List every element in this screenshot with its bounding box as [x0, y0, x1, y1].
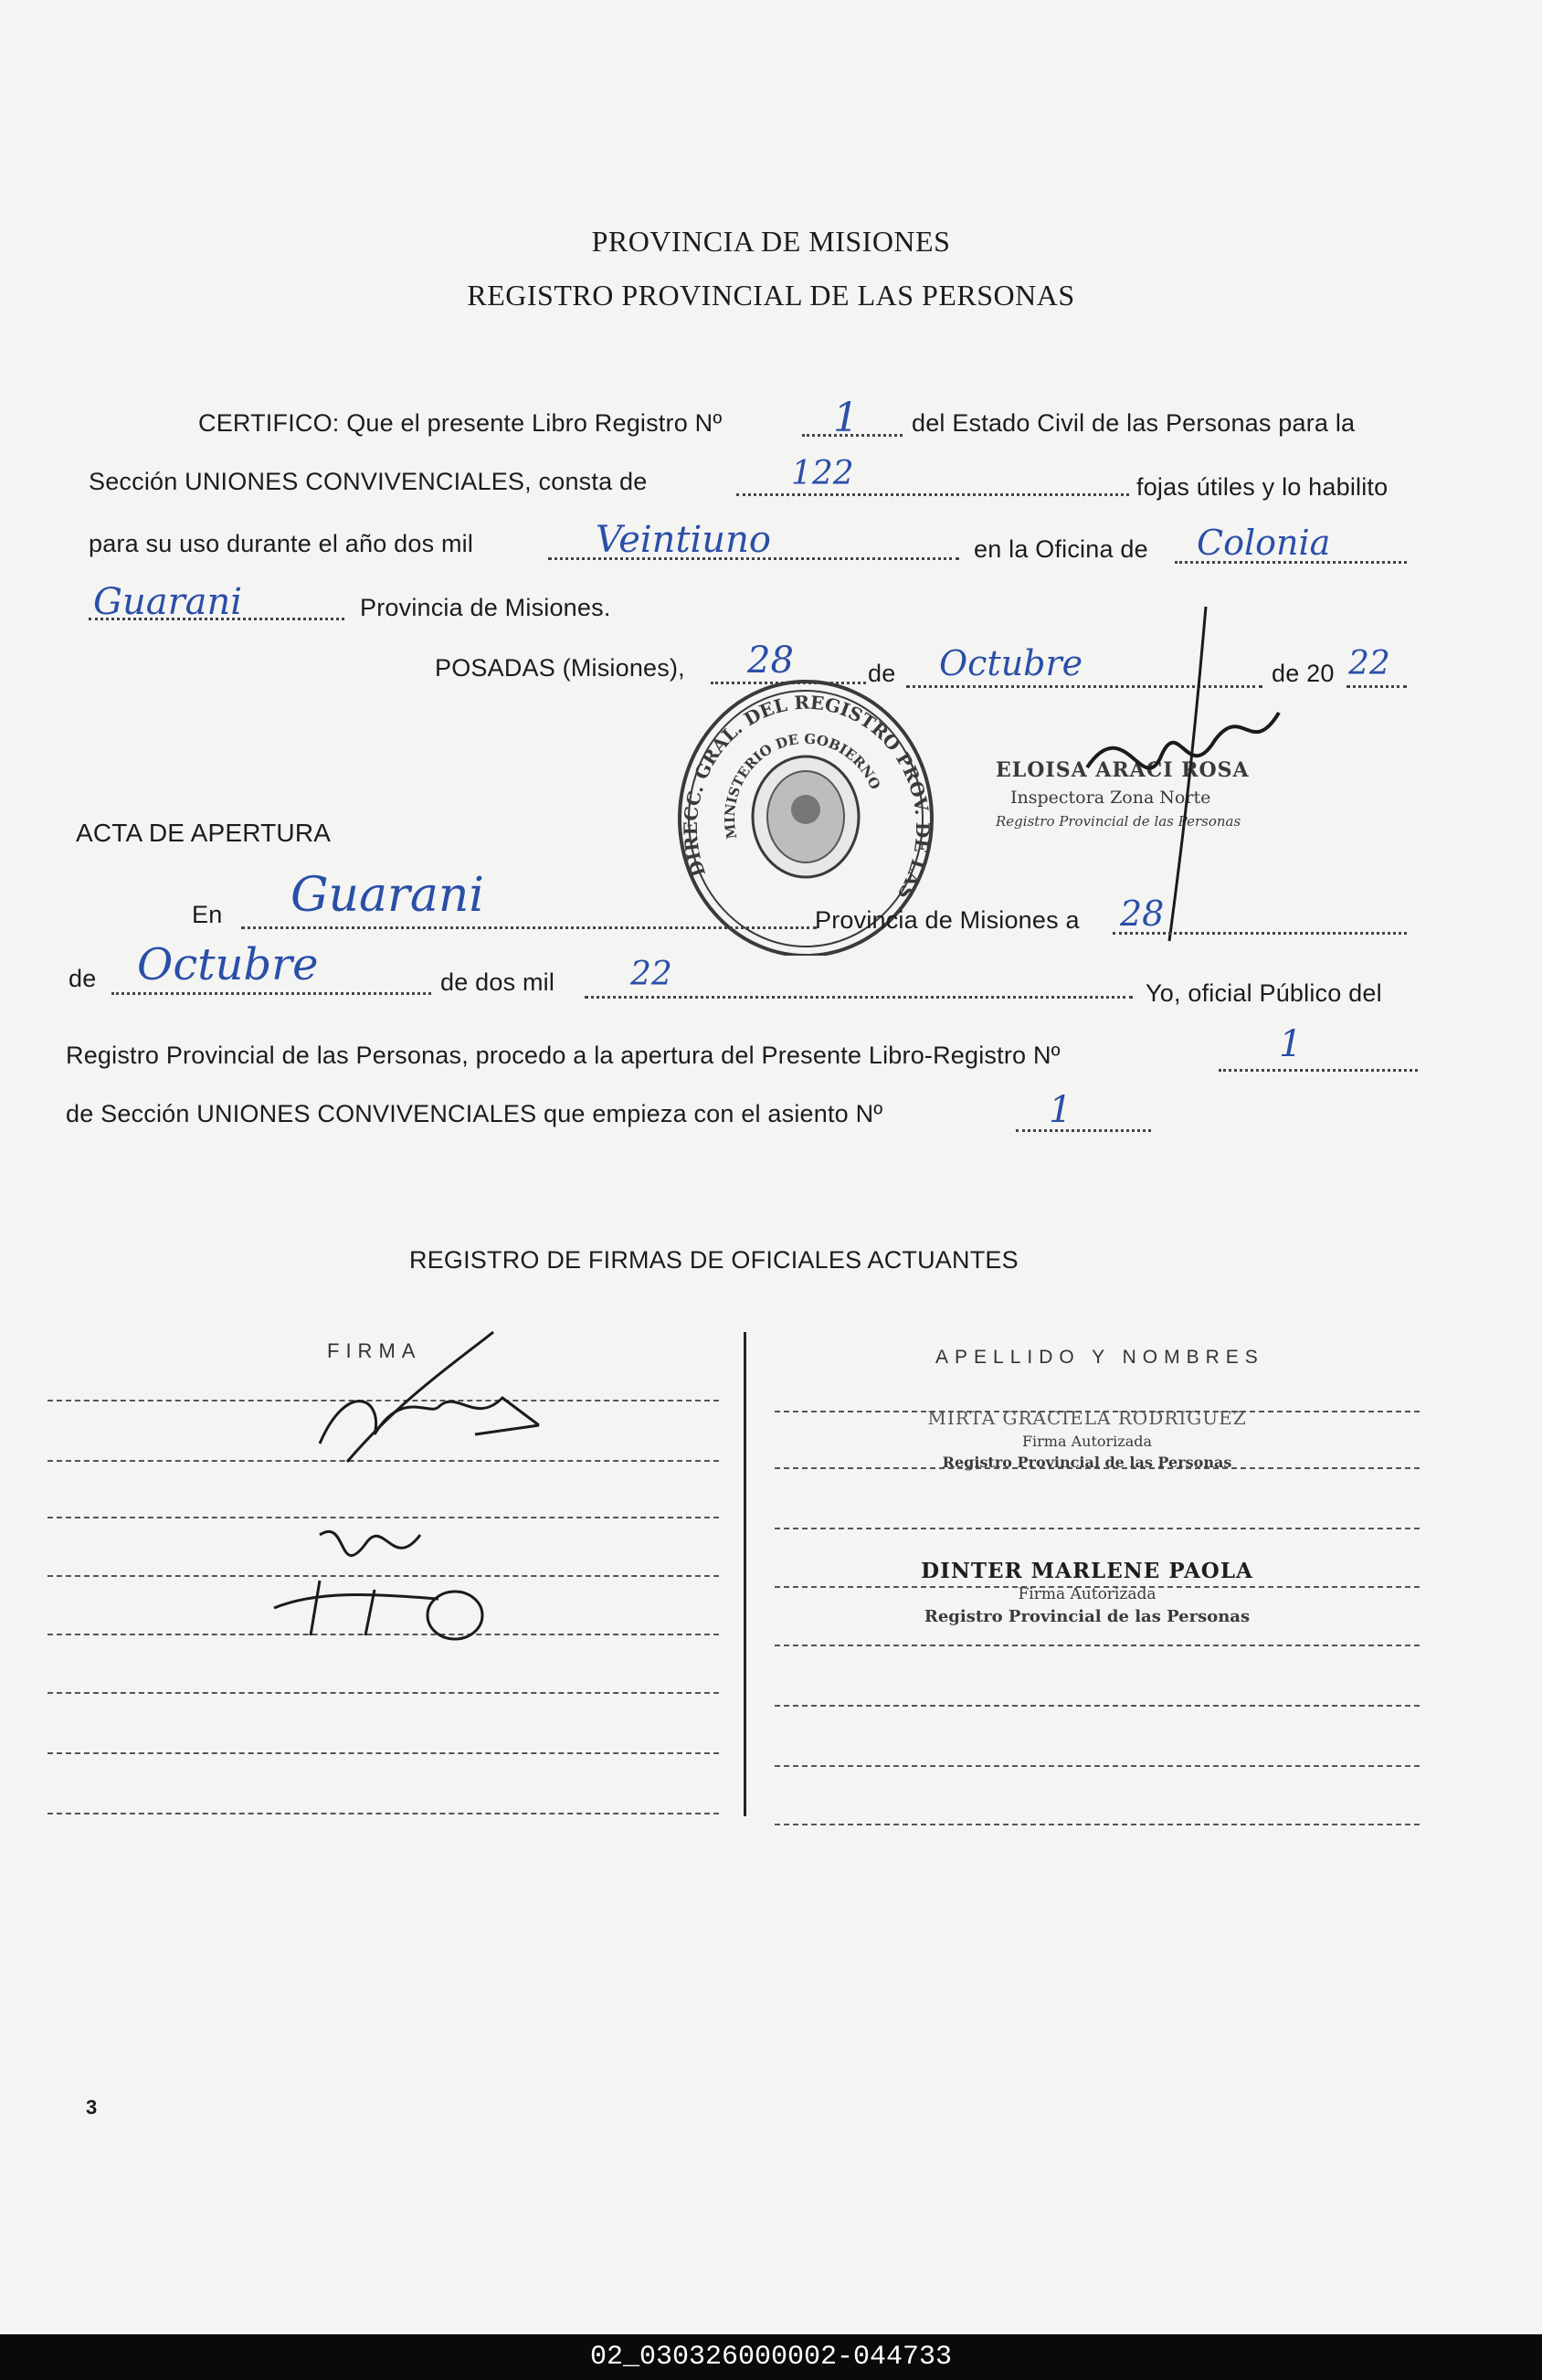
inspector-role: Inspectora Zona Norte [1010, 788, 1211, 808]
round-stamp-outer-text: DIRECC. GRAL. DEL REGISTRO PROV. DE LAS [679, 691, 935, 904]
cert-text-9: de [868, 660, 896, 687]
apertura-en: En [192, 901, 223, 928]
name-line [775, 1824, 1420, 1825]
cert-text-2: del Estado Civil de las Personas para la [912, 409, 1356, 437]
apertura-prov: Provincia de Misiones a [815, 906, 1080, 934]
official-2-role: Firma Autorizada [1018, 1585, 1156, 1603]
apertura-month: Octubre [137, 939, 319, 990]
official-2-org: Registro Provincial de las Personas [924, 1607, 1251, 1626]
apertura-dots-4 [585, 996, 1133, 999]
header-line-2: REGISTRO PROVINCIAL DE LAS PERSONAS [467, 279, 1075, 312]
sign-line [48, 1813, 719, 1814]
apertura-entry-no: 1 [1049, 1089, 1072, 1131]
apertura-dots-1 [241, 926, 817, 929]
official-1-role: Firma Autorizada [1021, 1433, 1153, 1450]
apertura-dots-6 [1016, 1129, 1151, 1132]
firmas-col-right: APELLIDO Y NOMBRES [935, 1347, 1264, 1368]
apertura-dots-3 [111, 992, 431, 995]
inspector-name: ELOISA ARACI ROSA [996, 758, 1250, 782]
cert-text-7: Provincia de Misiones. [360, 594, 611, 621]
cert-month: Octubre [939, 643, 1083, 683]
cert-office-2: Guarani [93, 581, 243, 623]
apertura-dots-5 [1219, 1069, 1418, 1072]
name-line [775, 1528, 1420, 1529]
name-line [775, 1645, 1420, 1646]
scan-footer-id: 02_030326000002-044733 [0, 2334, 1542, 2380]
cert-text-1: CERTIFICO: Que el presente Libro Registro Nº [198, 409, 723, 437]
cert-year2: 22 [1348, 645, 1390, 682]
inspector-signature [1060, 603, 1297, 950]
apertura-line-3: Registro Provincial de las Personas, procedo a la apertura del Presente Libro-Registro Nº [66, 1042, 1061, 1069]
header-line-1: PROVINCIA DE MISIONES [591, 225, 951, 258]
cert-dots-8 [1347, 685, 1407, 688]
cert-book-no: 1 [833, 395, 859, 441]
name-line [775, 1765, 1420, 1767]
apertura-de: de [69, 965, 97, 992]
cert-office-1: Colonia [1197, 523, 1331, 563]
cert-text-3: Sección UNIONES CONVIVENCIALES, consta de [89, 468, 648, 495]
sign-line [48, 1692, 719, 1694]
firmas-column-divider [744, 1332, 746, 1816]
cert-pages: 122 [791, 455, 854, 492]
official-2-stamp [895, 1559, 1279, 1626]
apertura-day: 28 [1120, 894, 1165, 934]
cert-day: 28 [747, 640, 794, 682]
cert-text-6: en la Oficina de [974, 535, 1148, 563]
signature-1 [292, 1325, 566, 1489]
inspector-org: Registro Provincial de las Personas [996, 813, 1241, 830]
cert-text-4: fojas útiles y lo habilito [1136, 473, 1389, 501]
apertura-yo: Yo, oficial Público del [1146, 979, 1382, 1007]
signature-2 [265, 1507, 502, 1645]
cert-dots-2 [736, 493, 1129, 496]
apertura-place: Guarani [290, 868, 485, 923]
official-1-stamp [895, 1407, 1279, 1471]
official-1-name: MIRTA GRACIELA RODRIGUEZ [927, 1407, 1247, 1429]
apertura-book-no: 1 [1279, 1023, 1303, 1065]
apertura-title: ACTA DE APERTURA [76, 819, 332, 847]
firmas-title: REGISTRO DE FIRMAS DE OFICIALES ACTUANTES [409, 1246, 1019, 1274]
cert-text-10: de 20 [1272, 660, 1335, 687]
official-2-name: DINTER MARLENE PAOLA [921, 1559, 1253, 1583]
cert-year-words: Veintiuno [596, 519, 771, 561]
page-number: 3 [86, 2096, 98, 2119]
apertura-dos-mil: de dos mil [440, 968, 555, 996]
apertura-line-4: de Sección UNIONES CONVIVENCIALES que empieza con el asiento Nº [66, 1100, 883, 1127]
firmas-col-left: FIRMA [327, 1339, 422, 1362]
round-stamp-inner-text: MINISTERIO DE GOBIERNO [721, 730, 884, 841]
cert-text-8: POSADAS (Misiones), [435, 654, 685, 682]
name-line [775, 1705, 1420, 1707]
sign-line [48, 1752, 719, 1754]
official-1-org: Registro Provincial de las Personas [942, 1454, 1232, 1471]
cert-text-5: para su uso durante el año dos mil [89, 530, 474, 557]
apertura-year: 22 [630, 956, 672, 993]
